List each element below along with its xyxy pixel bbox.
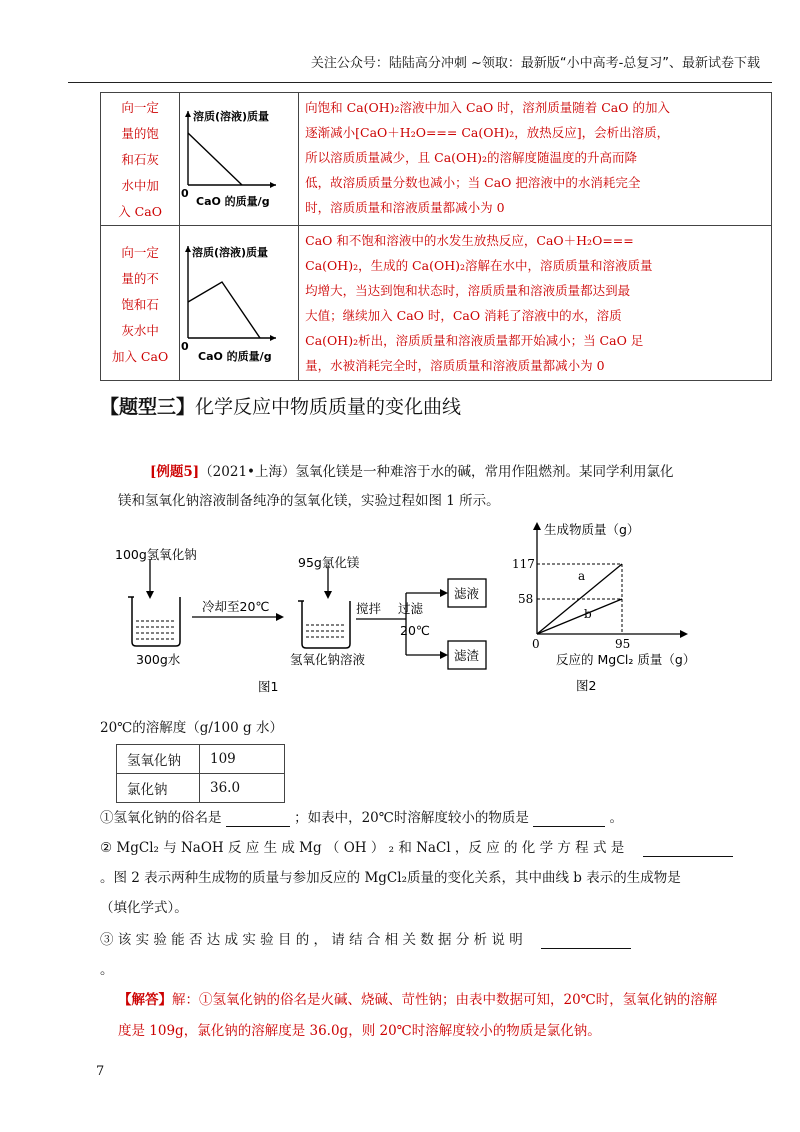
question-3-line-1: ③ 该 实 验 能 否 达 成 实 验 目 的 ， 请 结 合 相 关 数 据 分 析 说 明 xyxy=(100,928,772,949)
page-number: 7 xyxy=(96,1064,105,1079)
table-row xyxy=(101,226,772,381)
x-tick-95: 95 xyxy=(615,637,631,651)
row1-origin: 0 xyxy=(181,187,189,200)
solution-label: 氢氧化钠溶液 xyxy=(290,652,366,667)
row1-xlabel: CaO 的质量/g xyxy=(196,195,270,208)
cool-label: 冷却至20℃ xyxy=(202,599,270,614)
water-label: 300g水 xyxy=(136,652,181,667)
row2-label: 向一定 量的不 饱和石 灰水中 加入 CaO xyxy=(101,226,180,381)
x-axis-label: 反应的 MgCl₂ 质量（g） xyxy=(556,652,696,667)
table-row: 氯化钠 36.0 xyxy=(117,774,285,803)
answer-blank-3[interactable] xyxy=(643,840,733,857)
curve-b xyxy=(537,599,622,634)
row1-label: 向一定 量的饱 和石灰 水中加 入 CaO xyxy=(101,93,180,226)
row2-xlabel: CaO 的质量/g xyxy=(198,350,272,363)
answer-paragraph xyxy=(118,985,718,1047)
example-label: [例题5] xyxy=(150,464,200,480)
header-rule xyxy=(68,82,772,83)
figure-2-caption: 图2 xyxy=(576,678,597,693)
figure-1-caption: 图1 xyxy=(258,679,279,694)
answer-label: 【解答】 xyxy=(118,992,172,1008)
naoh-label: 100g氢氧化钠 xyxy=(115,547,197,562)
y-tick-117: 117 xyxy=(512,557,535,571)
question-2-line-2: 。图 2 表示两种生成物的质量与参加反应的 MgCl₂质量的变化关系，其中曲线 b 表示的生成物是 xyxy=(100,870,681,886)
filtrate-label: 滤液 xyxy=(454,586,480,601)
figure-2-chart xyxy=(500,514,700,694)
answer-blank-4[interactable] xyxy=(541,932,631,949)
row2-graph xyxy=(180,226,298,372)
solubility-table xyxy=(116,744,285,803)
answer-text: 解：①氢氧化钠的俗名是火碱、烧碱、苛性钠；由表中数据可知，20℃时，氢氧化钠的溶解度是 109g，氯化钠的溶解度是 36.0g，则 20℃时溶解度较小的物质是氯化钠。 xyxy=(118,992,718,1039)
example-text: （2021•上海）氢氧化镁是一种难溶于水的碱，常用作阻燃剂。某同学利用氯化镁和氢氧化钠溶液制备纯净的氢氧化镁，实验过程如图 1 所示。 xyxy=(118,464,674,509)
solubility-caption: 20℃的溶解度（g/100 g 水） xyxy=(100,720,283,736)
question-2-line-1: ② MgCl₂ 与 NaOH 反 应 生 成 Mg （ OH ） ₂ 和 NaCl ，反 应 的 化 学 方 程 式 是 xyxy=(100,836,772,857)
origin-label: 0 xyxy=(532,637,540,651)
y-axis-label: 生成物质量（g） xyxy=(544,522,640,537)
question-3-line-2: 。 xyxy=(100,962,114,978)
table-row xyxy=(101,93,772,226)
row2-curve xyxy=(188,282,260,338)
filter-label: 过滤 xyxy=(398,601,424,616)
row1-graph xyxy=(180,93,298,213)
figure-1-diagram xyxy=(110,545,490,695)
example-paragraph xyxy=(118,458,678,516)
stir-label: 搅拌 xyxy=(356,601,382,616)
table-row: 氢氧化钠 109 xyxy=(117,745,285,774)
question-2-line-3: （填化学式）。 xyxy=(100,900,188,916)
y-tick-58: 58 xyxy=(518,592,534,606)
curve-a-label: a xyxy=(578,569,586,583)
row2-explanation: CaO 和不饱和溶液中的水发生放热反应，CaO＋H₂O=== Ca(OH)₂，生成的 Ca(OH)₂溶解在水中，溶质质量和溶液质量 均增大，当达到饱和状态时，溶质质量和溶液质量都达到最 大值；继续加入 CaO 时，CaO 消耗了溶液中的水，溶质 Ca(OH)₂析出，溶质质量和溶液质量都开始减小；当 CaO 足 量，水被消耗完全时，溶质质量和溶液质量都减小为 0 xyxy=(299,226,772,381)
curve-b-label: b xyxy=(584,607,592,621)
row2-graph-cell xyxy=(180,226,299,381)
answer-blank-1[interactable] xyxy=(226,810,290,827)
property-table xyxy=(100,92,772,381)
row2-ylabel: 溶质(溶液)质量 xyxy=(192,246,269,259)
residue-label: 滤渣 xyxy=(454,648,480,663)
row2-origin: 0 xyxy=(181,340,189,353)
page-header: 关注公众号：陆陆高分冲刺 ~领取：最新版“小中高考-总复习”、最新试卷下载 xyxy=(310,56,760,71)
mgcl-label: 95g氯化镁 xyxy=(298,555,360,570)
section-title: 【题型三】化学反应中物质质量的变化曲线 xyxy=(100,396,462,418)
question-1: ①氢氧化钠的俗名是 ；如表中，20℃时溶解度较小的物质是 。 xyxy=(100,810,623,826)
row1-curve xyxy=(188,133,242,185)
temp-label: 20℃ xyxy=(400,623,430,638)
row1-ylabel: 溶质(溶液)质量 xyxy=(193,110,270,123)
row1-graph-cell xyxy=(180,93,299,226)
answer-blank-2[interactable] xyxy=(533,810,605,827)
row1-explanation: 向饱和 Ca(OH)₂溶液中加入 CaO 时，溶剂质量随着 CaO 的加入 逐渐减小[CaO＋H₂O=== Ca(OH)₂，放热反应]，会析出溶质， 所以溶质质量减少，且 Ca(OH)₂的溶解度随温度的升高而降 低，故溶质质量分数也减小；当 CaO 把溶液中的水消耗完全 时，溶质质量和溶液质量都减小为 0 xyxy=(299,93,772,226)
